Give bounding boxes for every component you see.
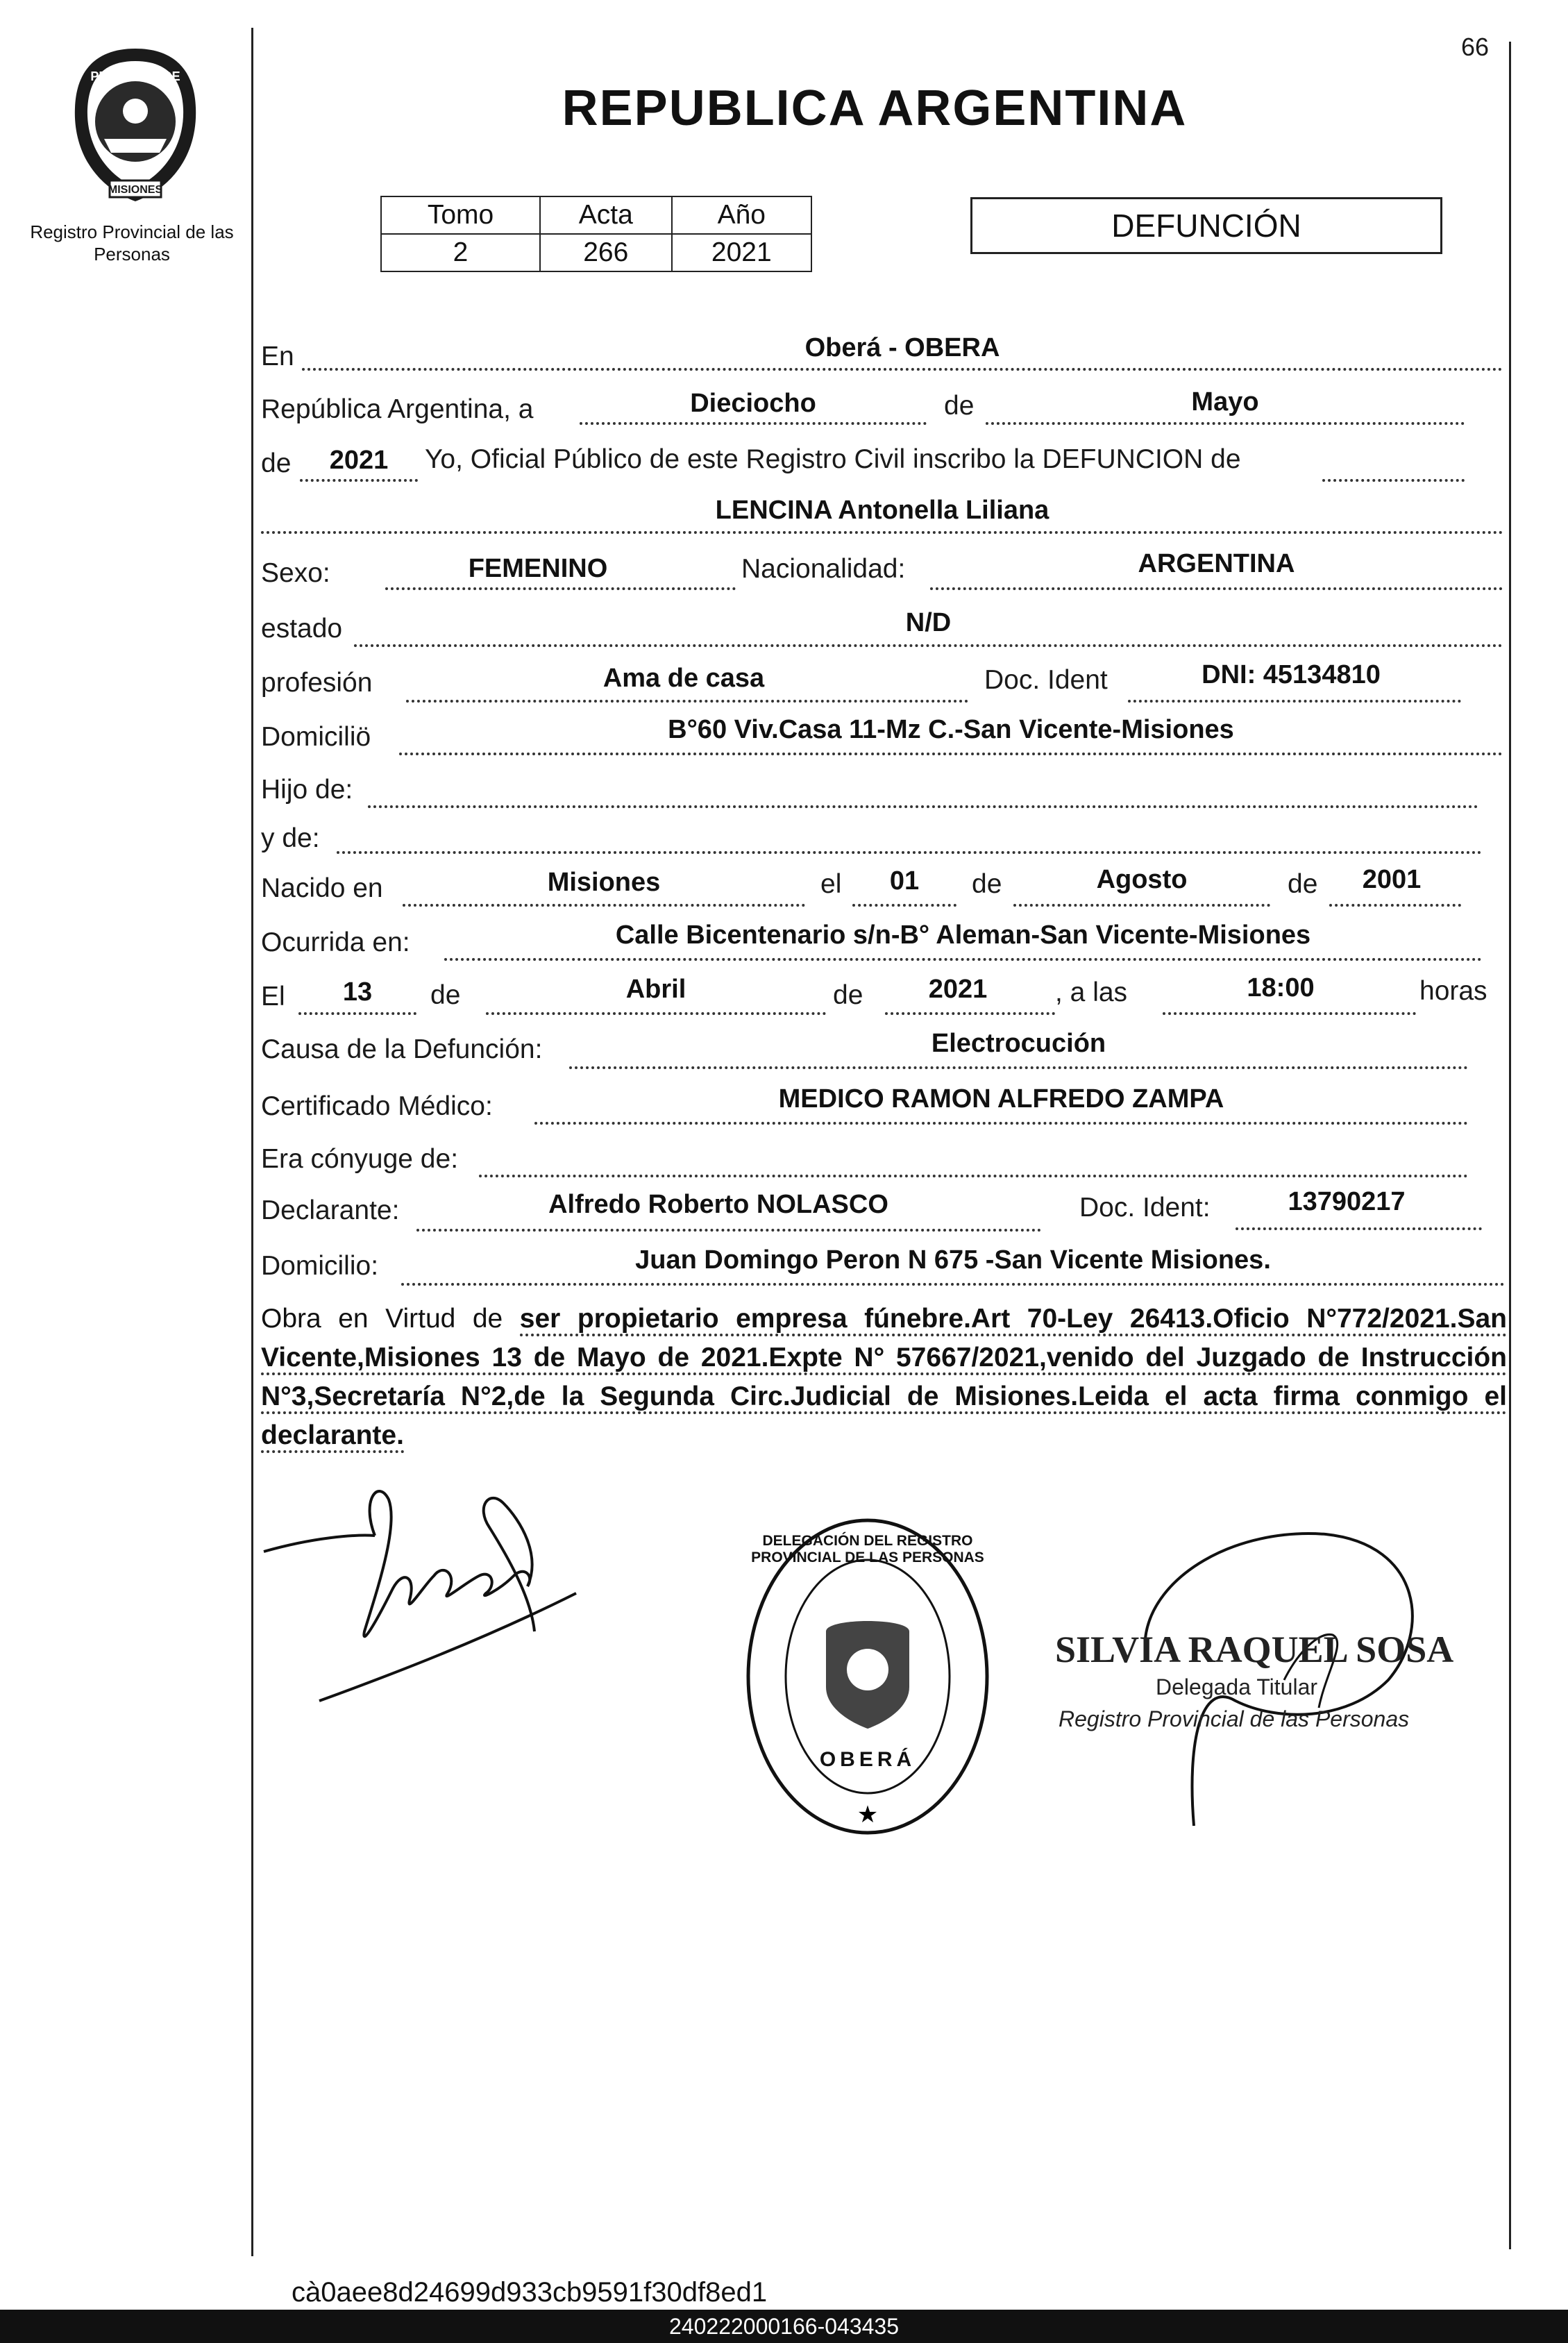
stamp-official-office: Registro Provincial de las Personas bbox=[1059, 1706, 1410, 1731]
value-fall-anio: 2021 bbox=[928, 975, 988, 1004]
label-horas: horas bbox=[1419, 976, 1487, 1006]
official-signature bbox=[1097, 1513, 1458, 1833]
value-declarante-domicilio: Juan Domingo Peron N 675 -San Vicente Misiones. bbox=[635, 1245, 1271, 1275]
label-el-cap: El bbox=[261, 982, 285, 1011]
label-de-2: de bbox=[261, 448, 292, 478]
header-anio: Año bbox=[672, 196, 811, 234]
value-sexo: FEMENINO bbox=[468, 554, 608, 583]
line-conyuge bbox=[479, 1175, 1468, 1177]
footer-code: 240222000166-043435 bbox=[669, 2314, 899, 2339]
label-obra: Obra en Virtud de bbox=[261, 1304, 503, 1334]
page-number: 66 bbox=[1461, 33, 1490, 61]
label-a-las: , a las bbox=[1055, 977, 1128, 1007]
page-title: REPUBLICA ARGENTINA bbox=[562, 81, 1188, 136]
left-margin-line bbox=[251, 28, 253, 2256]
seal-center-text: OBERÁ bbox=[819, 1748, 916, 1771]
value-ocurrida-en: Calle Bicentenario s/n-B° Aleman-San Vicente-Misiones bbox=[615, 921, 1311, 950]
label-el: el bbox=[820, 869, 842, 899]
label-de-3: de bbox=[972, 869, 1002, 899]
value-causa: Electrocución bbox=[931, 1029, 1106, 1058]
label-de-6: de bbox=[833, 980, 863, 1010]
line-declarante-domicilio bbox=[401, 1283, 1505, 1286]
line-nacionalidad bbox=[930, 587, 1503, 590]
label-de-1: de bbox=[944, 391, 975, 421]
value-fall-mes: Abril bbox=[625, 975, 686, 1004]
label-conyuge: Era cónyuge de: bbox=[261, 1144, 459, 1174]
stamp-official-role: Delegada Titular bbox=[1156, 1674, 1318, 1699]
line-dni bbox=[1128, 700, 1461, 703]
line-declarante bbox=[416, 1229, 1041, 1232]
line-inscribo-tail bbox=[1322, 479, 1465, 482]
label-declarante: Declarante: bbox=[261, 1195, 400, 1225]
label-en: En bbox=[261, 342, 294, 371]
declarant-signature bbox=[257, 1472, 604, 1715]
line-lugar bbox=[302, 368, 1503, 371]
value-lugar: Oberá - OBERA bbox=[804, 333, 1000, 362]
seal-ring-text: DELEGACIÓN DEL REGISTRO PROVINCIAL DE LAS PERSONAS bbox=[751, 1533, 984, 1565]
label-republica: República Argentina, a bbox=[261, 394, 534, 424]
label-inscribo: Yo, Oficial Público de este Registro Civil inscribo la DEFUNCION de bbox=[425, 444, 1241, 474]
document-type-box: DEFUNCIÓN bbox=[970, 197, 1442, 254]
value-estado: N/D bbox=[905, 608, 952, 637]
value-fall-dia: 13 bbox=[342, 977, 373, 1007]
value-profesion: Ama de casa bbox=[602, 664, 765, 693]
line-ocurrida-en bbox=[444, 958, 1482, 961]
footer-bar bbox=[0, 2310, 1568, 2343]
label-sexo: Sexo: bbox=[261, 558, 330, 588]
value-nacido-mes: Agosto bbox=[1096, 865, 1188, 894]
line-declarante-doc bbox=[1236, 1227, 1482, 1230]
value-acta: 266 bbox=[540, 234, 672, 271]
value-obra-text: ser propietario empresa fúnebre.Art 70-Ley 26413.Oficio N°772/2021.San Vicente,Misiones 13 de Mayo de 2021.Expte N° 57667/2021,venido del Juzgado de Instrucción N°3,Secretaría N°2,de la Segunda Circ.Judicial de Misiones.Leida el acta firma conmigo el declarante. bbox=[261, 1304, 1507, 1453]
label-hijo-de: Hijo de: bbox=[261, 775, 353, 805]
label-estado: estado bbox=[261, 614, 343, 644]
logo-text-bottom: MISIONES bbox=[108, 184, 163, 196]
obra-paragraph bbox=[261, 1300, 1507, 1455]
record-box bbox=[380, 196, 812, 272]
value-nacido-anio: 2001 bbox=[1362, 865, 1422, 894]
value-anio: 2021 bbox=[672, 234, 811, 271]
label-nacido-en: Nacido en bbox=[261, 873, 383, 903]
value-tomo: 2 bbox=[381, 234, 540, 271]
line-hijo-de bbox=[368, 805, 1478, 808]
value-nombre: LENCINA Antonella Liliana bbox=[715, 496, 1049, 525]
line-dia bbox=[580, 422, 927, 425]
line-domicilio bbox=[399, 753, 1503, 755]
label-domicilio-2: Domicilio: bbox=[261, 1251, 379, 1281]
official-seal bbox=[743, 1513, 993, 1840]
label-causa: Causa de la Defunción: bbox=[261, 1034, 543, 1064]
label-de-5: de bbox=[430, 980, 461, 1010]
value-dia: Dieciocho bbox=[690, 389, 816, 418]
line-nacido-en bbox=[403, 904, 805, 907]
value-domicilio: B°60 Viv.Casa 11-Mz C.-San Vicente-Misiones bbox=[668, 715, 1234, 744]
label-ocurrida-en: Ocurrida en: bbox=[261, 927, 410, 957]
province-logo bbox=[56, 42, 215, 208]
value-nacido-en: Misiones bbox=[547, 868, 661, 897]
value-nacionalidad: ARGENTINA bbox=[1138, 549, 1295, 578]
label-y-de: y de: bbox=[261, 823, 320, 853]
stamp-official-name: SILVIA RAQUEL SOSA bbox=[1055, 1629, 1454, 1670]
header-acta: Acta bbox=[540, 196, 672, 234]
line-profesion bbox=[406, 700, 968, 703]
line-y-de bbox=[337, 851, 1482, 854]
label-doc-ident-2: Doc. Ident: bbox=[1079, 1193, 1211, 1223]
label-de-4: de bbox=[1288, 869, 1318, 899]
line-fall-hora bbox=[1163, 1012, 1416, 1015]
line-mes bbox=[986, 422, 1465, 425]
line-sexo bbox=[385, 587, 736, 590]
line-nombre bbox=[261, 531, 1503, 534]
value-declarante-doc: 13790217 bbox=[1288, 1187, 1406, 1216]
right-margin-line bbox=[1509, 42, 1511, 2249]
document-hash: cà0aee8d24699d933cb9591f30df8ed1 bbox=[292, 2277, 768, 2308]
line-nacido-dia bbox=[852, 904, 956, 907]
line-nacido-anio bbox=[1329, 904, 1461, 907]
line-causa bbox=[569, 1066, 1468, 1069]
value-fall-hora: 18:00 bbox=[1247, 973, 1315, 1002]
label-nacionalidad: Nacionalidad: bbox=[741, 554, 906, 584]
header-tomo: Tomo bbox=[381, 196, 540, 234]
line-fall-dia bbox=[298, 1012, 416, 1015]
registry-name: Registro Provincial de las Personas bbox=[30, 221, 234, 264]
line-fall-anio bbox=[885, 1012, 1055, 1015]
line-anio bbox=[300, 479, 418, 482]
label-doc-ident: Doc. Ident bbox=[984, 665, 1108, 695]
label-domicilio: Domiciliö bbox=[261, 722, 371, 752]
logo-text-top: PROVINCIA DE bbox=[90, 69, 180, 83]
value-declarante: Alfredo Roberto NOLASCO bbox=[548, 1190, 888, 1219]
value-nacido-dia: 01 bbox=[889, 866, 920, 896]
value-anio: 2021 bbox=[329, 446, 389, 475]
value-dni: DNI: 45134810 bbox=[1202, 660, 1381, 689]
value-certificado: MEDICO RAMON ALFREDO ZAMPA bbox=[778, 1084, 1224, 1114]
value-mes: Mayo bbox=[1191, 387, 1259, 417]
label-profesion: profesión bbox=[261, 668, 373, 698]
line-fall-mes bbox=[486, 1012, 826, 1015]
line-certificado bbox=[534, 1122, 1468, 1125]
label-certificado: Certificado Médico: bbox=[261, 1091, 493, 1121]
line-nacido-mes bbox=[1013, 904, 1270, 907]
svg-text:★: ★ bbox=[857, 1802, 879, 1828]
line-estado bbox=[354, 644, 1503, 647]
